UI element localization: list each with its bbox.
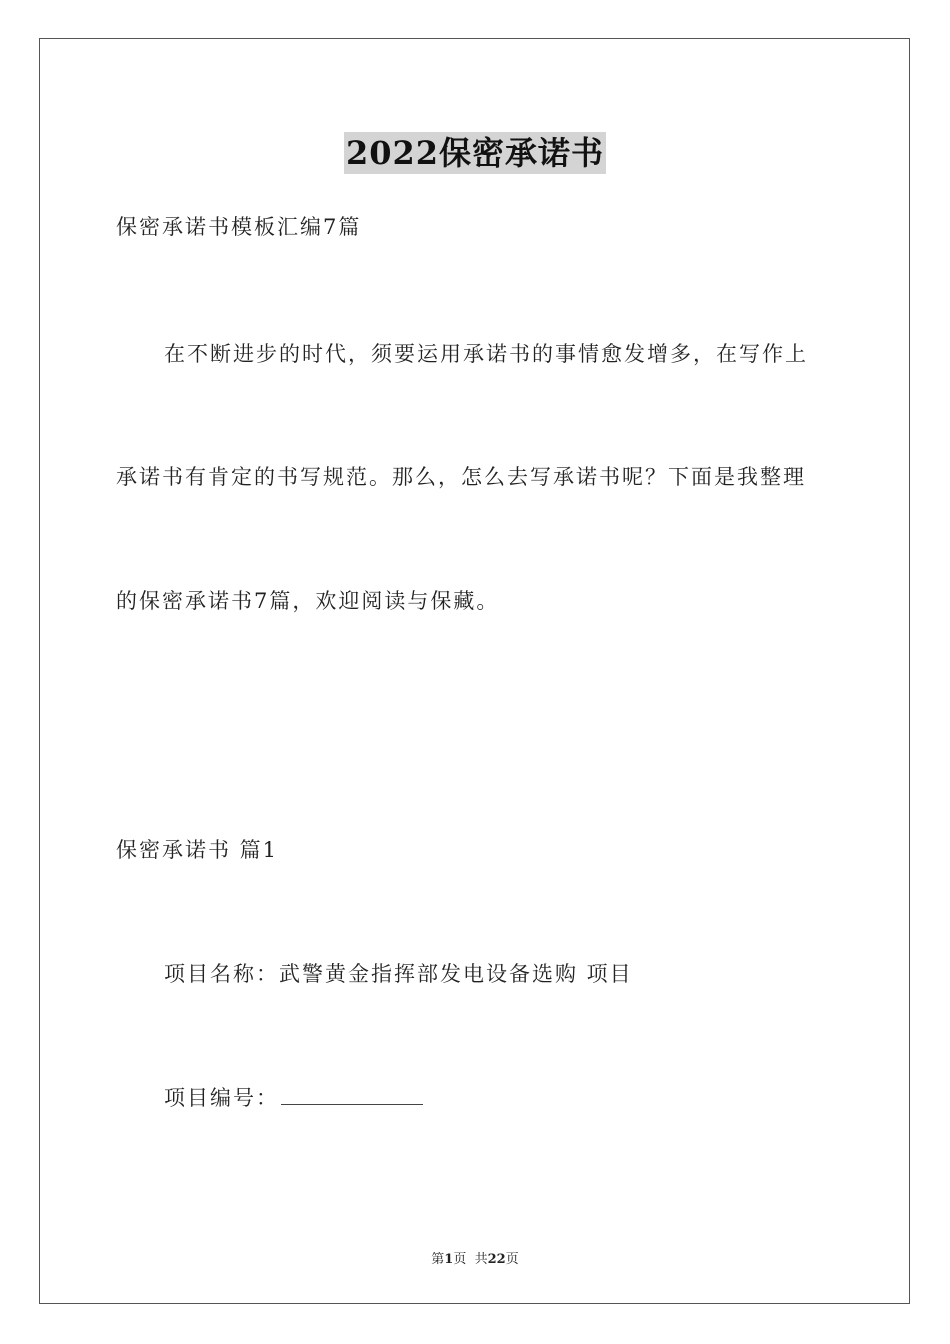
intro-line-3: 的保密承诺书7篇，欢迎阅读与保藏。 bbox=[116, 589, 500, 613]
page-footer bbox=[0, 1248, 950, 1267]
footer-prefix: 第 bbox=[431, 1252, 445, 1267]
document-title-container bbox=[0, 128, 950, 174]
footer-suffix: 页 bbox=[505, 1252, 519, 1267]
project-number-label: 项目编号： bbox=[164, 1086, 279, 1110]
footer-mid: 页 共 bbox=[453, 1252, 488, 1267]
footer-total-pages: 22 bbox=[487, 1252, 506, 1267]
intro-line-1: 在不断进步的时代，须要运用承诺书的事情愈发增多，在写作上 bbox=[164, 342, 808, 366]
section-heading: 保密承诺书 篇1 bbox=[116, 838, 279, 862]
intro-line-2: 承诺书有肯定的书写规范。那么，怎么去写承诺书呢？下面是我整理 bbox=[116, 465, 806, 489]
project-number-blank bbox=[281, 1084, 423, 1105]
document-subtitle: 保密承诺书模板汇编7篇 bbox=[116, 215, 362, 239]
project-number-row bbox=[164, 1082, 423, 1112]
project-name: 项目名称：武警黄金指挥部发电设备选购 项目 bbox=[164, 962, 633, 986]
document-title: 2022保密承诺书 bbox=[345, 134, 605, 172]
footer-current-page: 1 bbox=[444, 1252, 454, 1267]
